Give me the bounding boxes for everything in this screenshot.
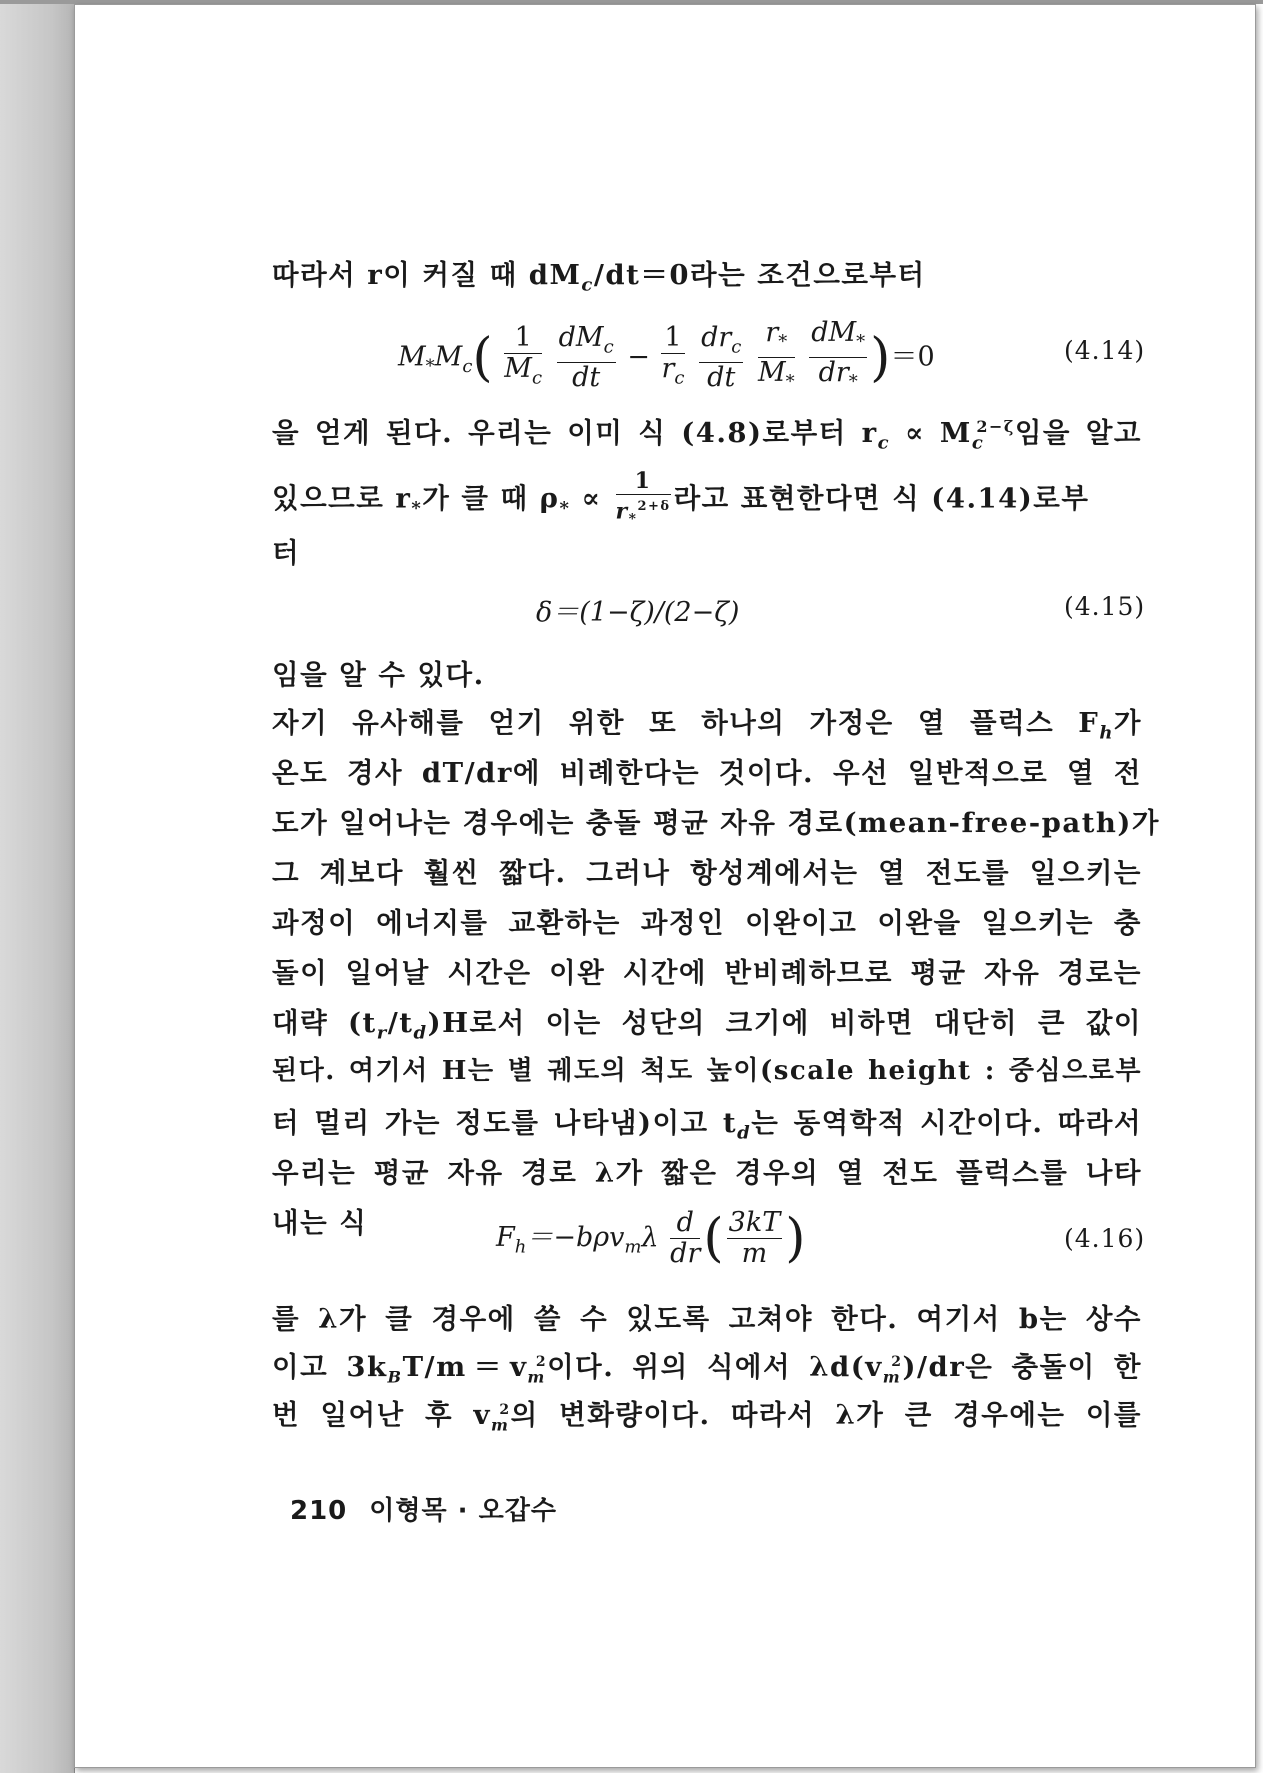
text-line-1: 따라서 r이 커질 때 $dM_c/dt=0$라는 조건으로부터 — [272, 259, 926, 296]
page-number: 210 — [290, 1496, 348, 1526]
text-line-q3: 번 일어난 후 $v_m^2$의 변화량이다. 따라서 λ가 큰 경우에는 이를 — [272, 1399, 1142, 1435]
equation-number-4-15: (4.15) — [1064, 592, 1146, 621]
paragraph-line-4: 그 계보다 훨씬 짧다. 그러나 항성계에서는 열 전도를 일으키는 — [272, 857, 1142, 889]
equation-4-15: δ＝(1−ζ)/(2−ζ) — [536, 597, 740, 628]
text-line-5: 임을 알 수 있다. — [272, 659, 485, 691]
paragraph-line-1: 자기 유사해를 얻기 위한 또 하나의 가정은 열 플럭스 $F_h$가 — [272, 707, 1142, 744]
paragraph-line-7: 대략 $(t_r/t_d)H$로서 이는 성단의 크기에 비하면 대단히 큰 값이 — [272, 1007, 1142, 1044]
author-names: 이형목 · 오갑수 — [369, 1496, 557, 1526]
text-line-q2: 이고 $3k_BT/m=v_m^2$이다. 위의 식에서 $\lambda d(v_m^2)/dr$은 충돌이 한 — [272, 1351, 1142, 1387]
paragraph-line-11: 내는 식 — [272, 1207, 368, 1239]
text-line-q1: 를 λ가 클 경우에 쓸 수 있도록 고쳐야 한다. 여기서 b는 상수 — [272, 1303, 1142, 1335]
text-line-4: 터 — [272, 537, 301, 569]
paragraph-line-5: 과정이 에너지를 교환하는 과정인 이완이고 이완을 일으키는 충 — [272, 907, 1142, 939]
equation-number-4-14: (4.14) — [1064, 336, 1146, 365]
text-line-3: 있으므로 $r_*$가 클 때 $\rho_*$ ∝ $\frac{1}{r_*^{2+\delta}}$ 라고 표현한다면 식 (4.14)로부 — [272, 468, 1090, 528]
equation-number-4-16: (4.16) — [1064, 1224, 1146, 1253]
paragraph-line-2: 온도 경사 dT/dr에 비례한다는 것이다. 우선 일반적으로 열 전 — [272, 757, 1142, 789]
equation-4-14: $M_*M_c$( $\frac{1}{M_c}$ $\frac{dM_c}{dt}$ − $\frac{1}{r_c}$ $\frac{dr_c}{dt}$ $\frac{r_*}{M_*}$ $\frac{dM_*}{dr_*}$ )＝0 — [398, 317, 935, 394]
paragraph-line-6: 돌이 일어날 시간은 이완 시간에 반비례하므로 평균 자유 경로는 — [272, 957, 1142, 989]
paragraph-line-8: 된다. 여기서 H는 별 궤도의 척도 높이(scale height : 중심으로부 — [272, 1056, 1142, 1086]
page-footer — [290, 1490, 557, 1527]
paragraph-line-10: 우리는 평균 자유 경로 λ가 짧은 경우의 열 전도 플럭스를 나타 — [272, 1157, 1142, 1189]
text-line-2: 을 얻게 된다. 우리는 이미 식 (4.8)로부터 $r_c \propto M_c^{2-\zeta}$임을 알고 — [272, 416, 1142, 454]
paragraph-line-9: 터 멀리 가는 정도를 나타냄)이고 $t_d$는 동역학적 시간이다. 따라서 — [272, 1107, 1143, 1144]
book-spine-edge — [0, 0, 75, 1773]
equation-4-16: $F_h=-b\rho v_m\lambda$ $\frac{d}{dr}$ ( $\frac{3kT}{m}$ ) — [496, 1207, 806, 1269]
paragraph-line-3: 도가 일어나는 경우에는 충돌 평균 자유 경로(mean-free-path)가 — [272, 807, 1160, 839]
